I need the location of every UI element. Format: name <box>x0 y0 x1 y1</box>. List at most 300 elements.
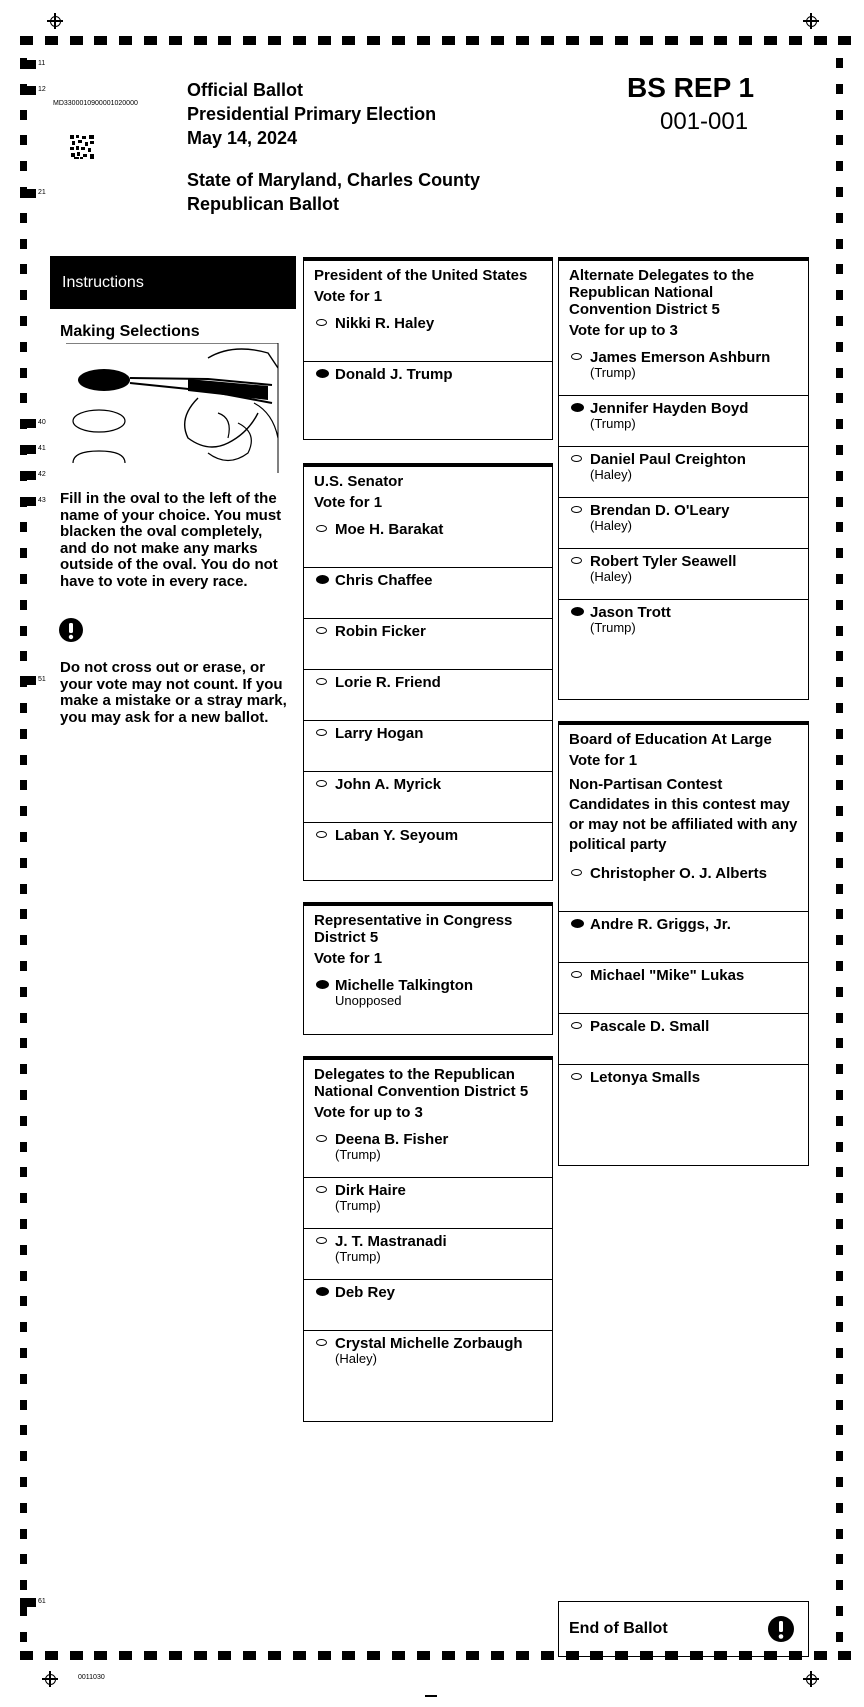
timing-mark <box>466 36 479 45</box>
timing-mark <box>836 497 843 507</box>
timing-mark <box>20 1090 27 1100</box>
timing-mark <box>836 677 843 687</box>
timing-mark <box>836 1374 843 1384</box>
timing-mark <box>20 961 27 971</box>
timing-mark <box>417 36 430 45</box>
timing-mark <box>20 189 36 198</box>
candidate-row[interactable] <box>304 568 552 619</box>
timing-mark <box>20 1425 27 1435</box>
timing-mark <box>20 1013 27 1023</box>
ballot-code: MD3300010900001020000 <box>53 100 138 107</box>
candidate-name: Chris Chaffee <box>335 572 433 589</box>
timing-mark <box>836 1116 843 1126</box>
timing-mark <box>218 36 231 45</box>
candidate-affiliation: (Trump) <box>590 416 636 431</box>
timing-mark <box>367 1651 380 1660</box>
timing-mark <box>70 36 83 45</box>
timing-mark <box>836 909 843 919</box>
candidate-row[interactable] <box>304 619 552 670</box>
timing-mark <box>293 1651 306 1660</box>
registration-mark-top-right <box>803 13 819 29</box>
timing-mark <box>20 522 27 532</box>
contest-president <box>303 257 553 440</box>
contest-note: Non-Partisan Contest <box>569 776 723 793</box>
timing-mark <box>20 1554 27 1564</box>
margin-number-40: 40 <box>38 419 46 426</box>
candidate-name: Andre R. Griggs, Jr. <box>590 916 731 933</box>
timing-mark <box>836 780 843 790</box>
candidate-name: Larry Hogan <box>335 725 424 742</box>
timing-mark <box>836 471 843 481</box>
candidate-row[interactable] <box>304 772 552 823</box>
timing-mark <box>764 36 777 45</box>
title-line: Official Ballot <box>187 80 304 100</box>
candidate-name: Deena B. Fisher <box>335 1131 449 1148</box>
timing-mark <box>836 1090 843 1100</box>
vote-for-label: Vote for 1 <box>569 752 638 769</box>
exclamation-icon <box>59 618 83 642</box>
candidate-name: Michelle Talkington <box>335 977 474 994</box>
timing-mark <box>836 1064 843 1074</box>
contest-note: Candidates in this contest may or may not be affiliated with any political party <box>569 796 798 853</box>
candidate-name: Robert Tyler Seawell <box>590 553 737 570</box>
timing-mark <box>836 135 843 145</box>
timing-mark <box>836 1451 843 1461</box>
timing-mark <box>491 1651 504 1660</box>
candidate-row[interactable] <box>304 721 552 772</box>
candidate-name: Nikki R. Haley <box>335 315 435 332</box>
candidate-affiliation: (Trump) <box>335 1147 381 1162</box>
timing-mark <box>20 290 27 300</box>
timing-mark <box>268 36 281 45</box>
timing-mark <box>20 445 36 454</box>
pen-illustration <box>58 343 282 473</box>
timing-mark <box>442 1651 455 1660</box>
timing-mark <box>20 393 27 403</box>
contest-congress <box>303 902 553 1035</box>
timing-mark <box>367 36 380 45</box>
empty-oval[interactable] <box>316 780 327 787</box>
timing-mark <box>94 1651 107 1660</box>
empty-oval[interactable] <box>316 627 327 634</box>
timing-mark <box>20 729 27 739</box>
title-line: Presidential Primary Election <box>187 104 437 124</box>
timing-mark <box>836 600 843 610</box>
timing-mark <box>836 1477 843 1487</box>
jurisdiction <box>187 168 480 216</box>
empty-oval[interactable] <box>316 1339 327 1346</box>
timing-mark <box>268 1651 281 1660</box>
filled-oval[interactable] <box>571 403 584 412</box>
ballot-title <box>187 78 436 150</box>
candidate-name: Jennifer Hayden Boyd <box>590 400 749 417</box>
timing-mark <box>836 884 843 894</box>
candidate-row[interactable] <box>559 396 808 447</box>
timing-mark <box>836 1580 843 1590</box>
timing-mark <box>20 497 36 506</box>
filled-oval[interactable] <box>571 919 584 928</box>
candidate-row[interactable] <box>559 861 808 912</box>
candidate-row[interactable] <box>559 345 808 396</box>
timing-mark <box>836 316 843 326</box>
timing-mark <box>541 36 554 45</box>
candidate-row[interactable] <box>304 670 552 721</box>
precinct-number: 001-001 <box>660 108 749 135</box>
candidate-row[interactable] <box>304 1178 552 1229</box>
margin-number-21: 21 <box>38 189 46 196</box>
making-selections-heading: Making Selections <box>60 323 200 340</box>
timing-mark <box>119 1651 132 1660</box>
candidate-name: Jason Trott <box>590 604 671 621</box>
timing-mark <box>836 961 843 971</box>
qr-code <box>70 135 94 159</box>
timing-mark <box>144 36 157 45</box>
timing-mark <box>836 987 843 997</box>
end-of-ballot-label: End of Ballot <box>569 1620 668 1637</box>
candidate-affiliation: (Trump) <box>590 365 636 380</box>
timing-mark <box>20 239 27 249</box>
timing-mark <box>836 1632 843 1642</box>
timing-mark <box>541 1651 554 1660</box>
exclamation-icon <box>768 1616 794 1642</box>
timing-mark <box>169 1651 182 1660</box>
timing-mark <box>20 1167 27 1177</box>
timing-mark <box>70 1651 83 1660</box>
timing-mark <box>20 316 27 326</box>
jurisdiction-line: State of Maryland, Charles County <box>187 170 481 190</box>
timing-mark <box>836 393 843 403</box>
candidate-row[interactable] <box>304 1127 552 1178</box>
timing-mark <box>243 1651 256 1660</box>
filled-oval[interactable] <box>316 575 329 584</box>
timing-mark <box>836 548 843 558</box>
timing-mark <box>836 445 843 455</box>
timing-mark <box>20 110 27 120</box>
timing-mark <box>20 884 27 894</box>
candidate-affiliation: Unopposed <box>335 993 402 1008</box>
timing-mark <box>836 1296 843 1306</box>
timing-mark <box>20 135 27 145</box>
timing-mark <box>836 1219 843 1229</box>
contest-title: Board of Education At Large <box>569 731 772 748</box>
timing-mark <box>516 36 529 45</box>
timing-mark <box>20 574 27 584</box>
margin-number-12: 12 <box>38 86 46 93</box>
candidate-name: Robin Ficker <box>335 623 426 640</box>
timing-mark <box>836 187 843 197</box>
timing-mark <box>20 1296 27 1306</box>
timing-mark <box>20 1503 27 1513</box>
candidate-row[interactable] <box>304 311 552 362</box>
empty-oval[interactable] <box>316 1237 327 1244</box>
timing-mark <box>20 1477 27 1487</box>
candidate-name: Brendan D. O'Leary <box>590 502 730 519</box>
margin-number-61: 61 <box>38 1598 46 1605</box>
candidate-name: Daniel Paul Creighton <box>590 451 746 468</box>
candidate-name: Dirk Haire <box>335 1182 406 1199</box>
timing-mark <box>491 36 504 45</box>
timing-mark <box>836 161 843 171</box>
timing-mark <box>392 1651 405 1660</box>
timing-mark <box>836 239 843 249</box>
timing-mark <box>20 909 27 919</box>
empty-oval[interactable] <box>316 319 327 326</box>
timing-mark <box>836 522 843 532</box>
timing-mark <box>20 419 36 428</box>
contest-title: President of the United States <box>314 267 528 284</box>
candidate-row[interactable] <box>304 1280 552 1331</box>
timing-mark <box>20 858 27 868</box>
filled-oval[interactable] <box>316 369 329 378</box>
instruction-fill-text: Fill in the oval to the left of the name of your choice. You must blacken the oval completely, and do not make any marks outside of the oval. You do not have to vote in every race. <box>60 490 282 590</box>
empty-oval[interactable] <box>571 353 582 360</box>
candidate-row[interactable] <box>559 498 808 549</box>
timing-mark <box>20 86 36 95</box>
timing-mark <box>836 84 843 94</box>
timing-mark <box>20 676 36 685</box>
empty-oval[interactable] <box>571 1073 582 1080</box>
registration-mark-bottom-left <box>42 1671 58 1687</box>
timing-mark <box>739 36 752 45</box>
empty-oval[interactable] <box>571 455 582 462</box>
timing-mark <box>836 703 843 713</box>
timing-mark <box>789 36 802 45</box>
timing-mark <box>20 806 27 816</box>
candidate-row[interactable] <box>304 1229 552 1280</box>
timing-mark <box>836 58 843 68</box>
timing-mark <box>836 110 843 120</box>
empty-oval[interactable] <box>316 831 327 838</box>
timing-mark <box>20 600 27 610</box>
timing-mark <box>836 1167 843 1177</box>
candidate-row[interactable] <box>559 963 808 1014</box>
timing-mark <box>690 36 703 45</box>
title-line: May 14, 2024 <box>187 128 298 148</box>
timing-mark <box>342 36 355 45</box>
timing-mark <box>243 36 256 45</box>
candidate-row[interactable] <box>304 823 552 874</box>
vote-for-label: Vote for 1 <box>314 950 383 967</box>
contest-title: Alternate Delegates to the Republican National Convention District 5 <box>569 267 755 318</box>
timing-mark <box>836 1038 843 1048</box>
empty-oval[interactable] <box>571 971 582 978</box>
timing-mark <box>836 368 843 378</box>
timing-mark <box>20 626 27 636</box>
ballot-style: BS REP 1 <box>627 72 755 103</box>
timing-mark <box>20 60 36 69</box>
candidate-row[interactable] <box>559 1065 808 1116</box>
timing-mark <box>836 290 843 300</box>
timing-mark <box>20 1451 27 1461</box>
candidate-name: Michael "Mike" Lukas <box>590 967 745 984</box>
timing-mark <box>665 36 678 45</box>
contest-alternate-delegates <box>558 257 809 700</box>
candidate-row[interactable] <box>559 600 808 651</box>
candidate-affiliation: (Trump) <box>590 620 636 635</box>
end-of-ballot-box <box>558 1601 809 1657</box>
filled-oval[interactable] <box>316 1287 329 1296</box>
timing-mark <box>836 1529 843 1539</box>
candidate-row[interactable] <box>559 912 808 963</box>
candidate-name: John A. Myrick <box>335 776 442 793</box>
candidate-name: Christopher O. J. Alberts <box>590 865 767 882</box>
timing-mark <box>20 1606 27 1616</box>
candidate-affiliation: (Trump) <box>335 1198 381 1213</box>
empty-oval[interactable] <box>571 1022 582 1029</box>
timing-mark <box>836 651 843 661</box>
candidate-affiliation: (Haley) <box>590 518 632 533</box>
timing-mark <box>20 1064 27 1074</box>
timing-mark <box>20 651 27 661</box>
timing-mark <box>218 1651 231 1660</box>
timing-mark <box>20 1038 27 1048</box>
footer-dash <box>425 1695 437 1697</box>
timing-mark <box>20 987 27 997</box>
timing-mark <box>20 1245 27 1255</box>
candidate-affiliation: (Trump) <box>335 1249 381 1264</box>
registration-mark-bottom-right <box>803 1671 819 1687</box>
contest-senator <box>303 463 553 881</box>
timing-mark <box>836 1606 843 1616</box>
timing-mark <box>442 36 455 45</box>
timing-mark <box>836 1013 843 1023</box>
timing-mark <box>20 1529 27 1539</box>
timing-mark <box>20 36 33 45</box>
candidate-name: Crystal Michelle Zorbaugh <box>335 1335 523 1352</box>
timing-mark <box>94 36 107 45</box>
timing-mark <box>838 36 851 45</box>
timing-mark <box>836 1271 843 1281</box>
timing-mark <box>194 1651 207 1660</box>
timing-mark <box>20 1580 27 1590</box>
candidate-name: Deb Rey <box>335 1284 396 1301</box>
candidate-name: Pascale D. Small <box>590 1018 710 1035</box>
timing-mark <box>640 36 653 45</box>
timing-mark <box>20 342 27 352</box>
candidate-name: J. T. Mastranadi <box>335 1233 447 1250</box>
timing-mark <box>144 1651 157 1660</box>
vote-for-label: Vote for up to 3 <box>314 1104 423 1121</box>
timing-mark <box>836 264 843 274</box>
timing-mark <box>836 574 843 584</box>
contest-title: U.S. Senator <box>314 473 404 490</box>
candidate-affiliation: (Haley) <box>590 467 632 482</box>
timing-mark <box>20 264 27 274</box>
timing-mark <box>194 36 207 45</box>
timing-mark <box>836 1142 843 1152</box>
timing-mark <box>20 780 27 790</box>
vote-for-label: Vote for 1 <box>314 494 383 511</box>
empty-oval[interactable] <box>571 869 582 876</box>
timing-mark <box>814 36 827 45</box>
candidate-row[interactable] <box>304 517 552 568</box>
timing-mark <box>342 1651 355 1660</box>
empty-oval[interactable] <box>316 1135 327 1142</box>
margin-number-42: 42 <box>38 471 46 478</box>
timing-mark <box>45 1651 58 1660</box>
candidate-row[interactable] <box>304 1331 552 1382</box>
timing-mark <box>417 1651 430 1660</box>
timing-mark <box>836 1554 843 1564</box>
timing-mark <box>836 626 843 636</box>
timing-mark <box>20 1116 27 1126</box>
empty-oval[interactable] <box>571 557 582 564</box>
timing-mark <box>20 1193 27 1203</box>
timing-mark <box>20 548 27 558</box>
timing-mark <box>20 1271 27 1281</box>
empty-oval[interactable] <box>316 1186 327 1193</box>
timing-mark <box>516 1651 529 1660</box>
candidate-name: Letonya Smalls <box>590 1069 701 1086</box>
timing-mark <box>566 36 579 45</box>
timing-mark <box>20 1219 27 1229</box>
timing-mark <box>836 729 843 739</box>
margin-number-11: 11 <box>38 60 46 67</box>
margin-number-51: 51 <box>38 676 46 683</box>
timing-mark <box>20 1651 33 1660</box>
jurisdiction-line: Republican Ballot <box>187 194 340 214</box>
timing-mark <box>466 1651 479 1660</box>
timing-mark <box>20 755 27 765</box>
timing-mark <box>590 36 603 45</box>
timing-mark <box>836 1348 843 1358</box>
empty-oval[interactable] <box>316 525 327 532</box>
timing-mark <box>20 1632 27 1642</box>
timing-mark <box>20 1598 36 1607</box>
candidate-row[interactable] <box>559 1014 808 1065</box>
candidate-name: Laban Y. Seyoum <box>335 827 459 844</box>
timing-mark <box>836 832 843 842</box>
timing-mark <box>836 213 843 223</box>
timing-mark <box>836 1193 843 1203</box>
timing-mark <box>20 213 27 223</box>
timing-mark <box>20 1142 27 1152</box>
timing-mark <box>318 36 331 45</box>
timing-mark <box>20 832 27 842</box>
timing-mark <box>814 1651 827 1660</box>
contest-delegates <box>303 1056 553 1422</box>
timing-mark <box>836 419 843 429</box>
filled-oval[interactable] <box>316 980 329 989</box>
timing-mark <box>169 36 182 45</box>
timing-mark <box>714 36 727 45</box>
timing-mark <box>836 806 843 816</box>
candidate-name: James Emerson Ashburn <box>590 349 771 366</box>
instruction-warning-text: Do not cross out or erase, or your vote may not count. If you make a mistake or a stray mark, you may ask for a new ballot. <box>60 659 287 726</box>
candidate-row[interactable] <box>304 973 552 1024</box>
filled-oval[interactable] <box>571 607 584 616</box>
timing-mark <box>45 36 58 45</box>
candidate-row[interactable] <box>304 362 552 413</box>
candidate-name: Lorie R. Friend <box>335 674 441 691</box>
candidate-name: Donald J. Trump <box>335 366 453 383</box>
empty-oval[interactable] <box>316 678 327 685</box>
empty-oval[interactable] <box>571 506 582 513</box>
candidate-row[interactable] <box>559 447 808 498</box>
empty-oval[interactable] <box>316 729 327 736</box>
timing-mark <box>836 1425 843 1435</box>
candidate-row[interactable] <box>559 549 808 600</box>
timing-mark <box>20 703 27 713</box>
candidate-name: Moe H. Barakat <box>335 521 444 538</box>
footer-code: 0011030 <box>78 1674 105 1681</box>
timing-mark <box>318 1651 331 1660</box>
candidate-affiliation: (Haley) <box>590 569 632 584</box>
timing-mark <box>836 342 843 352</box>
timing-mark <box>836 1503 843 1513</box>
vote-for-label: Vote for up to 3 <box>569 322 678 339</box>
timing-mark <box>20 161 27 171</box>
